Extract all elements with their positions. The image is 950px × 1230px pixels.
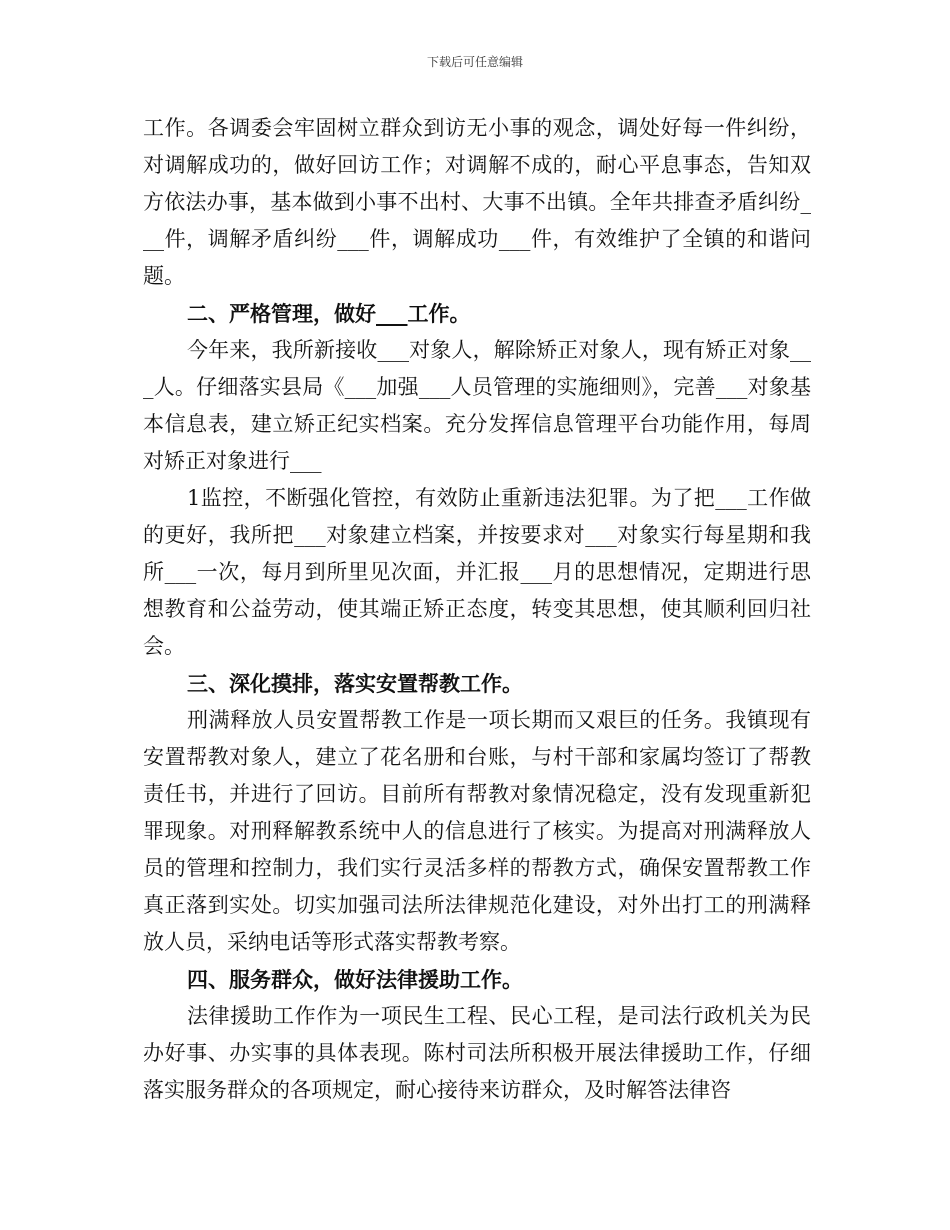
- section-heading-2: 二、严格管理，做好___工作。: [187, 301, 471, 326]
- section-heading-3: 三、深化摸排，落实安置帮教工作。: [187, 671, 523, 696]
- paragraph-2: 今年来，我所新接收___对象人，解除矫正对象人，现有矫正对象___人。仔细落实县局《___加强___人员管理的实施细则》，完善___对象基本信息表，建立矫正纪实档案。充分发挥信息管理平台功能作用，每周对矫正对象进行___: [143, 338, 811, 473]
- paragraph-5: 法律援助工作作为一项民生工程、民心工程，是司法行政机关为民办好事、办实事的具体表现。陈村司法所积极开展法律援助工作，仔细落实服务群众的各项规定，耐心接待来访群众，及时解答法律咨: [143, 1004, 811, 1102]
- page-header: 下载后可任意编辑: [426, 55, 523, 69]
- paragraph-1: 工作。各调委会牢固树立群众到访无小事的观念，调处好每一件纠纷，对调解成功的，做好回访工作；对调解不成的，耐心平息事态，告知双方依法办事，基本做到小事不出村、大事不出镇。全年共排查矛盾纠纷___件，调解矛盾纠纷___件，调解成功___件，有效维护了全镇的和谐问题。: [143, 116, 811, 288]
- section-heading-4: 四、服务群众，做好法律援助工作。: [187, 967, 523, 992]
- paragraph-3: 1监控，不断强化管控，有效防止重新违法犯罪。为了把___工作做的更好，我所把___对象建立档案，并按要求对___对象实行每星期和我所___一次，每月到所里见次面，并汇报___月的思想情况，定期进行思想教育和公益劳动，使其端正矫正态度，转变其思想，使其顺利回归社会。: [143, 486, 811, 658]
- document-body: [143, 110, 811, 1109]
- paragraph-4: 刑满释放人员安置帮教工作是一项长期而又艰巨的任务。我镇现有安置帮教对象人，建立了花名册和台账，与村干部和家属均签订了帮教责任书，并进行了回访。目前所有帮教对象情况稳定，没有发现重新犯罪现象。对刑释解教系统中人的信息进行了核实。为提高对刑满释放人员的管理和控制力，我们实行灵活多样的帮教方式，确保安置帮教工作真正落到实处。切实加强司法所法律规范化建设，对外出打工的刑满释放人员，采纳电话等形式落实帮教考察。: [143, 708, 811, 954]
